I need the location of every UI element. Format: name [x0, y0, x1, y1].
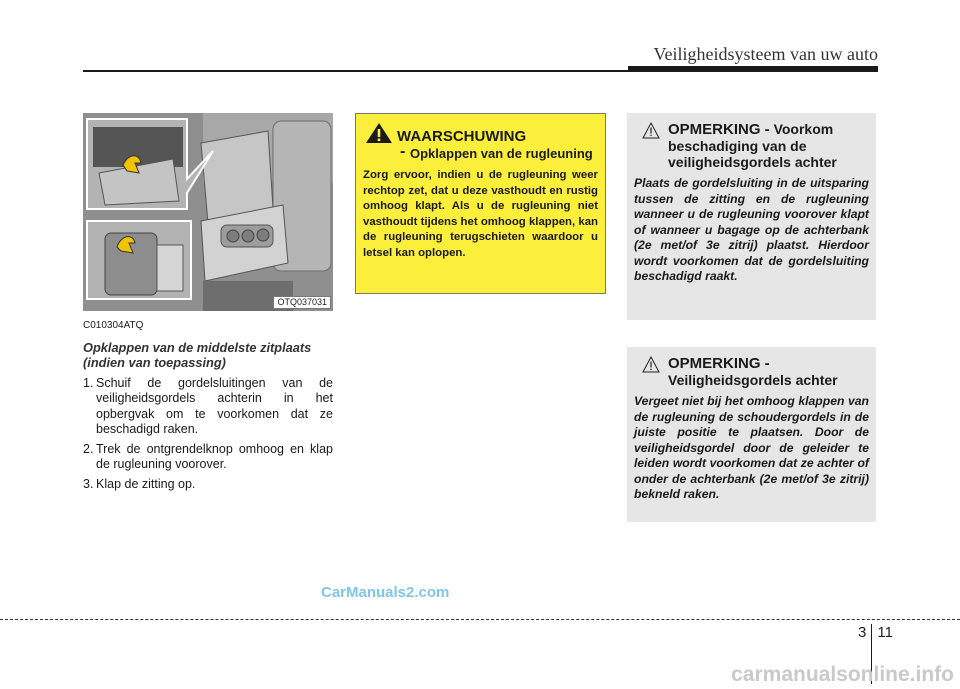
step-item: [83, 376, 333, 438]
note-text: Vergeet niet bij het omhoog klappen van de rugleuning de schoudergordels in de juiste positie te plaatsen. Door de veiligheidsgordel door de geleider te leiden wordt voorkomen dat ze achter of onder de achterbank (2e met/of 3e zitrij) bekneld raken.: [634, 394, 869, 501]
section-code: C010304ATQ: [83, 320, 144, 331]
photo-code: OTQ037031: [273, 296, 331, 309]
note-title: OPMERKING -: [668, 355, 770, 372]
header-rule-accent: [628, 66, 878, 72]
note-title-rest: Voorkom beschadiging van de veiligheidsgordels achter: [668, 121, 837, 170]
watermark-link[interactable]: CarManuals2.com: [321, 584, 450, 601]
note-title-rest: Veiligheidsgordels achter: [668, 372, 838, 388]
step-list: [83, 376, 333, 493]
section-body: [83, 318, 333, 496]
step-text: Trek de ontgrendelknop omhoog en klap de rugleuning voorover.: [96, 441, 333, 471]
step-number: 1.: [83, 375, 94, 390]
bottom-watermark: carmanualsonline.info: [731, 663, 954, 686]
section-subheading: Opklappen van de middelste zitplaats (indien van toepassing): [83, 339, 312, 370]
warning-subtitle: - Opklappen van de rugleuning: [400, 143, 593, 161]
warning-triangle-icon: [365, 122, 393, 144]
step-text: Schuif de gordelsluitingen van de veiligheidsgordels achterin in het opbergvak om te voorkomen dat ze beschadigd raken.: [96, 375, 333, 436]
caution-triangle-icon: [642, 356, 660, 373]
seat-folding-illustration: [83, 113, 333, 311]
step-number: 2.: [83, 441, 94, 456]
warning-box: [355, 113, 606, 294]
chapter-number: 3: [858, 624, 867, 641]
note-box-rear-seatbelts: [627, 347, 876, 522]
step-item: [83, 477, 333, 493]
header-title: Veiligheidsysteem van uw auto: [653, 44, 878, 64]
caution-triangle-icon: [642, 122, 660, 139]
warning-title: WAARSCHUWING: [397, 128, 527, 145]
page-number-value: 11: [877, 624, 893, 641]
step-item: [83, 442, 333, 473]
step-text: Klap de zitting op.: [96, 476, 196, 491]
warning-text: Zorg ervoor, indien u de rugleuning weer rechtop zet, dat u deze vasthoudt en rustig omhoog klapt. Als u de rugleuning niet vasthoudt tijdens het omhoog klappen, kan de rugleuning terugschieten waardoor u letsel kan oplopen.: [363, 169, 598, 259]
note-text: Plaats de gordelsluiting in de uitsparing tussen de zitting en de rugleuning wanneer u de rugleuning voorover klapt of wanneer u bagage op de achterbank (2e met/of 3e zitrij) plaatst. Hierdoor wordt voorkomen dat de gordelsluiting beschadigd raakt.: [634, 176, 869, 283]
note-title: OPMERKING -: [668, 121, 770, 138]
step-number: 3.: [83, 476, 94, 491]
note-box-seatbelt-damage: [627, 113, 876, 320]
footer-rule: [0, 619, 960, 620]
warning-subtitle-text: Opklappen van de rugleuning: [410, 146, 593, 161]
